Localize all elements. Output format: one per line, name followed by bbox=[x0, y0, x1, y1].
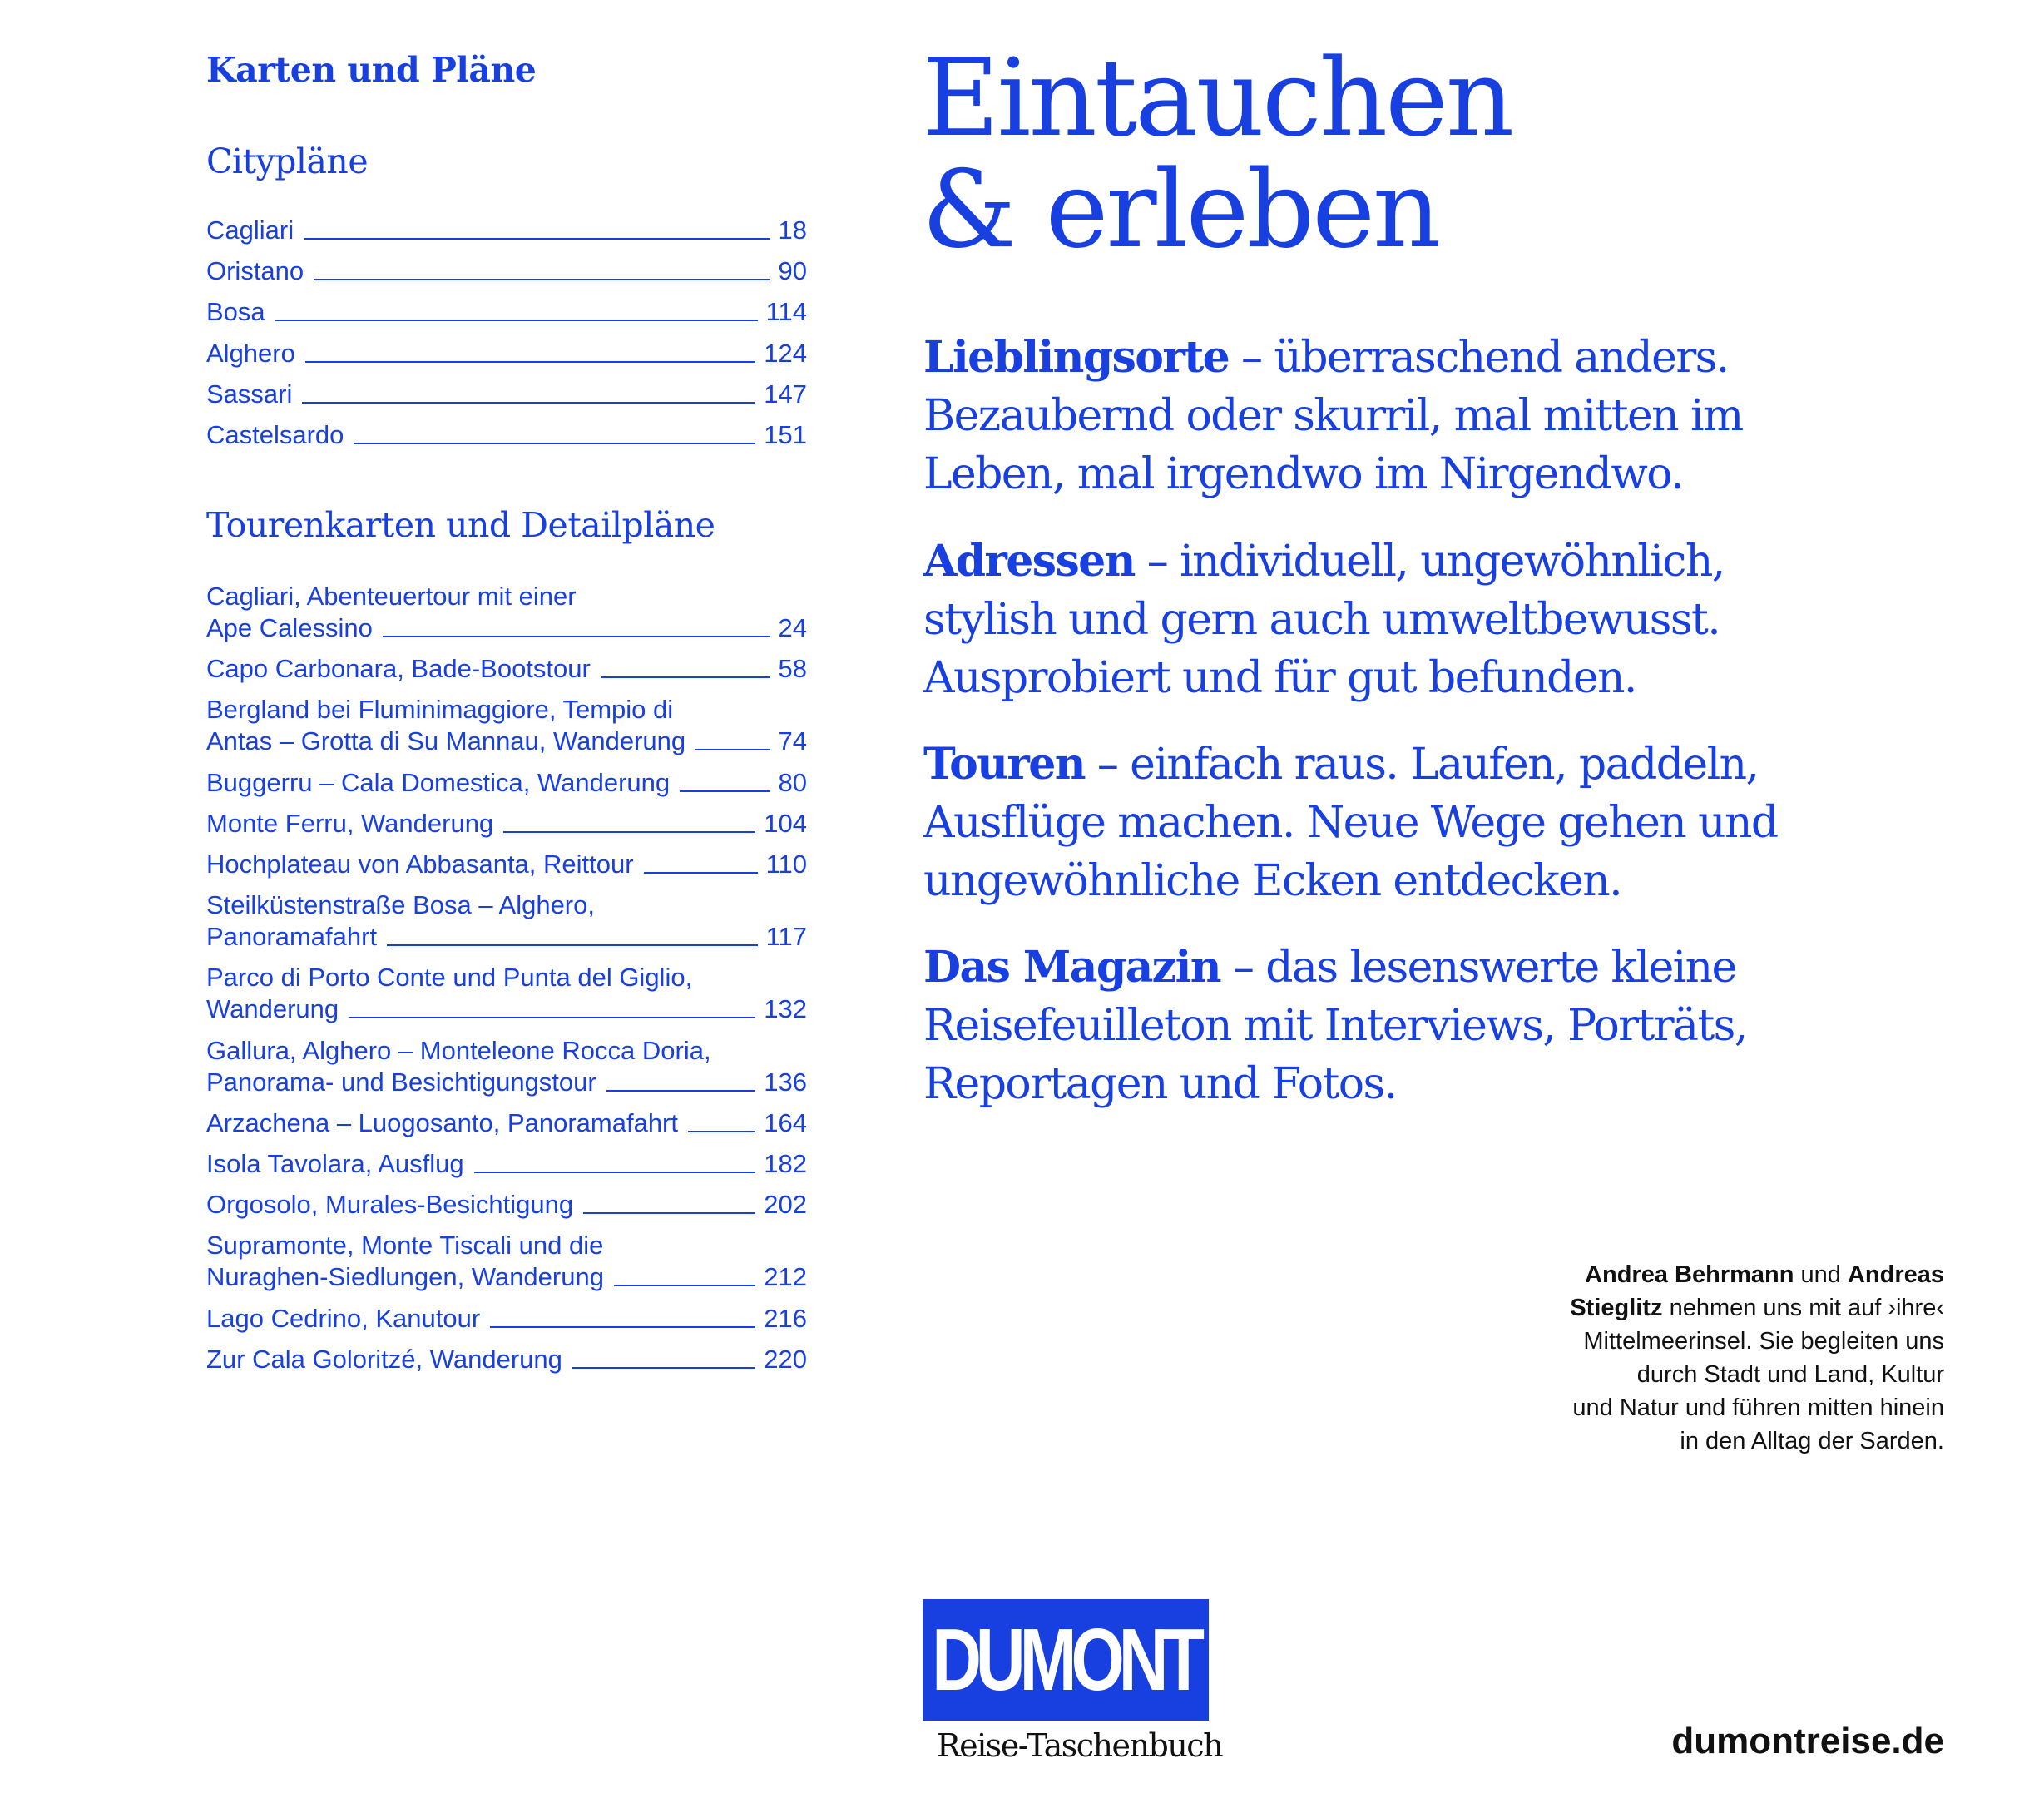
toc-entry bbox=[206, 1189, 807, 1221]
feature-block bbox=[923, 329, 1755, 503]
toc-entry bbox=[206, 1344, 807, 1375]
toc-entry-title: Bergland bei Fluminimaggiore, Tempio di bbox=[206, 695, 674, 725]
feature-line: Reportagen und Fotos. bbox=[923, 1059, 1397, 1109]
toc-page-number: 212 bbox=[764, 1262, 807, 1292]
toc-entry-title: Parco di Porto Conte und Punta del Giglio, bbox=[206, 963, 693, 993]
toc-entry bbox=[206, 255, 807, 287]
toc-leader-line bbox=[614, 1285, 755, 1286]
toc-leader-line bbox=[680, 790, 770, 792]
toc-entry-title: Cagliari, Abenteuertour mit einer bbox=[206, 582, 577, 611]
toc-entry bbox=[206, 215, 807, 246]
toc-entry bbox=[206, 1148, 807, 1180]
feature-line: ungewöhnliche Ecken entdecken. bbox=[923, 856, 1622, 906]
author-line-2-rest: nehmen uns mit auf ›ihre‹ bbox=[1662, 1295, 1944, 1321]
toc-leader-line bbox=[474, 1172, 756, 1173]
toc-entry-row bbox=[206, 1189, 807, 1221]
toc-entry-title: Isola Tavolara, Ausflug bbox=[206, 1149, 464, 1178]
toc-page-number: 114 bbox=[765, 297, 807, 327]
feature-line: Reisefeuilleton mit Interviews, Porträts, bbox=[923, 1001, 1747, 1051]
toc-page-number: 90 bbox=[778, 256, 807, 286]
toc-entry bbox=[206, 296, 807, 328]
toc-page-number: 117 bbox=[765, 922, 807, 952]
toc-leader-line bbox=[601, 676, 770, 678]
toc-entry-row bbox=[206, 419, 807, 451]
toc-page-number: 104 bbox=[764, 808, 807, 838]
toc-entry-row bbox=[206, 612, 807, 644]
author-name-2a: Andreas bbox=[1847, 1261, 1944, 1288]
toc-entry bbox=[206, 849, 807, 880]
toc-page-number: 202 bbox=[764, 1190, 807, 1220]
toc-entry bbox=[206, 379, 807, 410]
toc-leader-line bbox=[572, 1367, 755, 1369]
toc-entry-title: Panoramafahrt bbox=[206, 922, 378, 952]
feature-line bbox=[923, 939, 1755, 997]
toc-page-number: 216 bbox=[764, 1303, 807, 1333]
toc-entry-row bbox=[206, 338, 807, 369]
toc-entry-row bbox=[206, 255, 807, 287]
toc-entry-row bbox=[206, 653, 807, 685]
feature-line bbox=[923, 736, 1759, 794]
feature-line bbox=[923, 533, 1755, 591]
author-line-4: durch Stadt und Land, Kultur bbox=[1636, 1361, 1944, 1388]
feature-text: – individuell, ungewöhnlich, bbox=[1134, 537, 1725, 587]
toc-entry bbox=[206, 694, 807, 757]
toc-entry-row bbox=[206, 993, 807, 1025]
toc-entry-title: Alghero bbox=[206, 338, 295, 368]
author-blurb bbox=[1478, 1258, 1944, 1458]
toc-entry bbox=[206, 581, 807, 644]
toc-page-number: 110 bbox=[765, 850, 807, 879]
toc-entry-title: Bosa bbox=[206, 297, 265, 327]
toc-leader-line bbox=[644, 872, 758, 874]
author-line-6: in den Alltag der Sarden. bbox=[1680, 1428, 1944, 1454]
toc-entry bbox=[206, 889, 807, 953]
feature-line: Bezaubernd oder skurril, mal mitten im bbox=[923, 391, 1743, 441]
feature-keyword: Touren bbox=[923, 739, 1085, 790]
feature-block bbox=[923, 533, 1755, 707]
toc-entry bbox=[206, 419, 807, 451]
toc-entry bbox=[206, 767, 807, 799]
feature-line bbox=[923, 329, 1755, 387]
toc-entry-row bbox=[206, 1344, 807, 1375]
logo-subtitle: Reise-Taschenbuch bbox=[937, 1727, 1223, 1764]
toc-leader-line bbox=[688, 1131, 755, 1132]
author-line-5: und Natur und führen mitten hinein bbox=[1572, 1394, 1944, 1421]
toc-entry-title: Hochplateau von Abbasanta, Reittour bbox=[206, 850, 634, 879]
toc-entry-row bbox=[206, 808, 807, 840]
toc-entry-title: Gallura, Alghero – Monteleone Rocca Doria, bbox=[206, 1035, 711, 1065]
toc-entry bbox=[206, 338, 807, 369]
city-plans-heading: Citypläne bbox=[206, 141, 369, 181]
feature-block bbox=[923, 939, 1755, 1113]
feature-text: – einfach raus. Laufen, paddeln, bbox=[1084, 740, 1759, 790]
tour-maps-heading: Tourenkarten und Detailpläne bbox=[206, 505, 715, 545]
toc-entry bbox=[206, 1230, 807, 1293]
headline-line-2: & erleben bbox=[922, 148, 1439, 272]
toc-page-number: 220 bbox=[764, 1344, 807, 1374]
feature-line: Ausflüge machen. Neue Wege gehen und bbox=[923, 798, 1778, 848]
toc-leader-line bbox=[314, 279, 770, 280]
toc-entry-title: Wanderung bbox=[206, 994, 339, 1024]
toc-entry-title: Orgosolo, Murales-Besichtigung bbox=[206, 1190, 574, 1220]
toc-entry-row bbox=[206, 1148, 807, 1180]
feature-line: Ausprobiert und für gut befunden. bbox=[923, 653, 1636, 703]
feature-text: – das lesenswerte kleine bbox=[1220, 943, 1736, 993]
author-line-3: Mittelmeerinsel. Sie begleiten uns bbox=[1583, 1328, 1944, 1355]
section-title: Karten und Pläne bbox=[206, 50, 537, 90]
toc-entry-row bbox=[206, 296, 807, 328]
toc-entry-title: Ape Calessino bbox=[206, 613, 373, 642]
toc-page-number: 124 bbox=[764, 338, 807, 368]
headline-line-1: Eintauchen bbox=[922, 37, 1512, 161]
author-line-2 bbox=[1478, 1291, 1944, 1325]
toc-entry bbox=[206, 653, 807, 685]
toc-leader-line bbox=[383, 636, 770, 637]
toc-page-number: 136 bbox=[764, 1067, 807, 1097]
feature-keyword: Das Magazin bbox=[923, 942, 1220, 993]
toc-entry-title: Arzachena – Luogosanto, Panoramafahrt bbox=[206, 1107, 678, 1137]
toc-leader-line bbox=[305, 361, 755, 363]
toc-leader-line bbox=[387, 944, 758, 946]
toc-leader-line bbox=[302, 402, 755, 404]
feature-block bbox=[923, 736, 1778, 910]
toc-entry-row bbox=[206, 921, 807, 953]
website-url: dumontreise.de bbox=[1671, 1721, 1944, 1761]
toc-entry-title: Buggerru – Cala Domestica, Wanderung bbox=[206, 767, 671, 797]
toc-leader-line bbox=[503, 831, 755, 833]
toc-entry-row bbox=[206, 726, 807, 757]
toc-entry-row bbox=[206, 1107, 807, 1139]
toc-leader-line bbox=[695, 749, 770, 750]
toc-entry-row bbox=[206, 767, 807, 799]
toc-entry-row bbox=[206, 379, 807, 410]
toc-entry-title: Lago Cedrino, Kanutour bbox=[206, 1303, 481, 1333]
toc-page-number: 74 bbox=[778, 726, 807, 756]
toc-page-number: 182 bbox=[764, 1149, 807, 1178]
toc-entry-row bbox=[206, 215, 807, 246]
toc-entry-row bbox=[206, 1261, 807, 1293]
toc-page-number: 132 bbox=[764, 994, 807, 1024]
toc-page-number: 18 bbox=[778, 215, 807, 245]
feature-keyword: Adressen bbox=[923, 536, 1135, 587]
toc-page-number: 151 bbox=[764, 420, 807, 449]
author-connector: und bbox=[1794, 1261, 1848, 1288]
toc-page-number: 58 bbox=[778, 654, 807, 684]
toc-leader-line bbox=[275, 320, 758, 321]
toc-entry bbox=[206, 1107, 807, 1139]
toc-leader-line bbox=[354, 443, 755, 444]
dumont-logo-text: DUMONT bbox=[932, 1611, 1200, 1709]
toc-entry-title: Antas – Grotta di Su Mannau, Wanderung bbox=[206, 726, 686, 756]
toc-leader-line bbox=[606, 1090, 756, 1092]
toc-entry-title: Supramonte, Monte Tiscali und die bbox=[206, 1231, 604, 1261]
toc-entry-title: Capo Carbonara, Bade-Bootstour bbox=[206, 654, 591, 684]
toc-entry-row bbox=[206, 1067, 807, 1098]
toc-entry-title: Monte Ferru, Wanderung bbox=[206, 808, 494, 838]
toc-entry-row bbox=[206, 1303, 807, 1335]
toc-leader-line bbox=[583, 1212, 755, 1214]
toc-leader-line bbox=[490, 1326, 755, 1328]
toc-entry bbox=[206, 1035, 807, 1098]
toc-leader-line bbox=[304, 238, 770, 240]
toc-entry bbox=[206, 962, 807, 1025]
author-name-1: Andrea Behrmann bbox=[1585, 1261, 1794, 1288]
toc-entry bbox=[206, 1303, 807, 1335]
toc-page-number: 24 bbox=[778, 613, 807, 642]
toc-entry-title: Nuraghen-Siedlungen, Wanderung bbox=[206, 1262, 604, 1292]
dumont-logo bbox=[923, 1599, 1209, 1721]
author-line-1 bbox=[1478, 1258, 1944, 1291]
toc-entry-title: Castelsardo bbox=[206, 420, 344, 449]
feature-text: – überraschend anders. bbox=[1229, 333, 1729, 383]
toc-entry-title: Zur Cala Goloritzé, Wanderung bbox=[206, 1344, 562, 1374]
toc-page-number: 147 bbox=[764, 379, 807, 409]
toc-entry-title: Oristano bbox=[206, 256, 304, 286]
feature-line: stylish und gern auch umweltbewusst. bbox=[923, 595, 1720, 645]
toc-entry-title: Cagliari bbox=[206, 215, 294, 245]
toc-leader-line bbox=[349, 1017, 755, 1018]
headline bbox=[922, 37, 1512, 272]
feature-keyword: Lieblingsorte bbox=[923, 332, 1230, 383]
toc-entry-row bbox=[206, 849, 807, 880]
toc-entry-title: Panorama- und Besichtigungstour bbox=[206, 1067, 596, 1097]
toc-entry-title: Steilküstenstraße Bosa – Alghero, bbox=[206, 890, 595, 920]
toc-entry-title: Sassari bbox=[206, 379, 293, 409]
author-name-2b: Stieglitz bbox=[1570, 1295, 1663, 1321]
toc-page-number: 80 bbox=[778, 767, 807, 797]
toc-entry bbox=[206, 808, 807, 840]
toc-page-number: 164 bbox=[764, 1107, 807, 1137]
feature-line: Leben, mal irgendwo im Nirgendwo. bbox=[923, 449, 1683, 499]
